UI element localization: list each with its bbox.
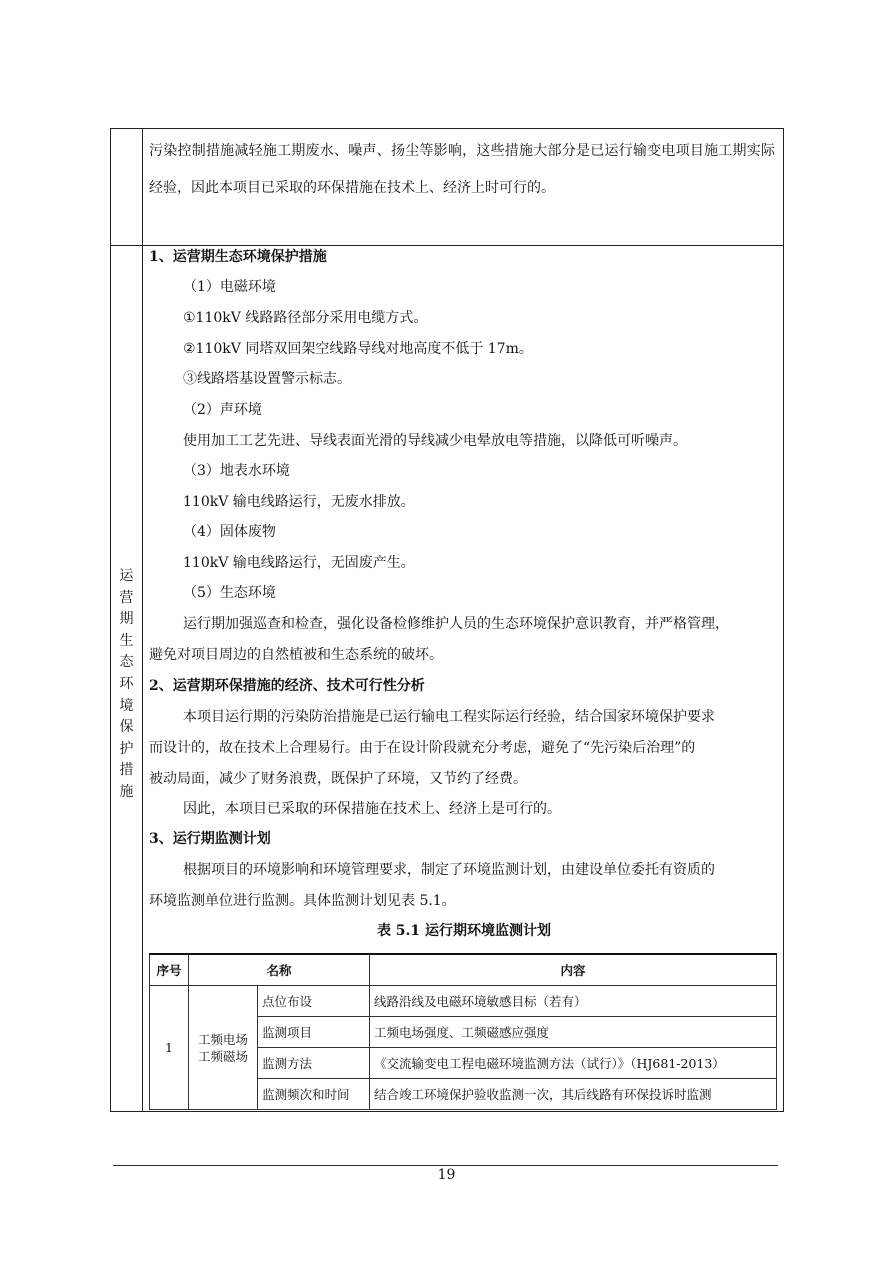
side-char: 态 <box>119 654 134 671</box>
column-divider <box>142 129 143 1111</box>
paragraph-line: 而设计的，故在技术上合理易行。由于在设计阶段就充分考虑，避免了“先污染后治理”的 <box>149 740 696 756</box>
side-char: 期 <box>119 611 134 628</box>
category-line: 工频磁场 <box>197 1048 248 1064</box>
paragraph-line: 根据项目的环境影响和环境管理要求，制定了环境监测计划，由建设单位委托有资质的 <box>183 862 715 878</box>
paragraph-line: ③线路塔基设置警示标志。 <box>183 371 351 387</box>
paragraph-line: ②110kV 同塔双回架空线路导线对地高度不低于 17m。 <box>183 341 533 357</box>
table-caption: 表 5.1 运行期环境监测计划 <box>376 923 552 939</box>
item-name: 点位布设 <box>258 986 370 1017</box>
subheading-electromagnetic: （1）电磁环境 <box>183 279 276 295</box>
subheading-solid-waste: （4）固体废物 <box>183 524 276 540</box>
side-char: 措 <box>119 762 134 779</box>
page-number: 19 <box>437 1167 456 1183</box>
subheading-acoustic: （2）声环境 <box>183 402 262 418</box>
main-table-frame <box>110 128 784 1112</box>
subheading-ecology: （5）生态环境 <box>183 585 276 601</box>
header-name: 名称 <box>189 954 370 986</box>
side-char: 施 <box>119 783 134 800</box>
section-heading-1: 1、运营期生态环境保护措施 <box>149 249 327 265</box>
paragraph-line: 运行期加强巡查和检查，强化设备检修维护人员的生态环境保护意识教育，并严格管理， <box>183 616 729 632</box>
header-no: 序号 <box>150 954 189 986</box>
item-name: 监测项目 <box>258 1017 370 1048</box>
section-heading-3: 3、运行期监测计划 <box>149 831 271 847</box>
item-content: 《交流输变电工程电磁环境监测方法（试行）》（HJ681-2013） <box>370 1048 777 1079</box>
item-content: 结合竣工环境保护验收监测一次，其后线路有环保投诉时监测 <box>370 1079 777 1110</box>
paragraph-line: 本项目运行期的污染防治措施是已运行输电工程实际运行经验，结合国家环境保护要求 <box>183 709 715 725</box>
item-name: 监测频次和时间 <box>258 1079 370 1110</box>
side-char: 护 <box>119 740 134 757</box>
monitor-category <box>189 986 258 1110</box>
paragraph-line: ①110kV 线路路径部分采用电缆方式。 <box>183 310 428 326</box>
side-char: 营 <box>119 589 134 606</box>
table-row <box>150 986 777 1017</box>
paragraph-line: 110kV 输电线路运行，无固废产生。 <box>183 555 415 571</box>
header-content: 内容 <box>370 954 777 986</box>
section-heading-2: 2、运营期环保措施的经济、技术可行性分析 <box>149 678 425 694</box>
operation-period-side-label <box>111 566 142 804</box>
paragraph-line: 避免对项目周边的自然植被和生态系统的破坏。 <box>149 647 443 663</box>
subheading-surface-water: （3）地表水环境 <box>183 463 290 479</box>
side-char: 生 <box>119 632 134 649</box>
table-header-row <box>150 954 777 986</box>
paragraph-line: 110kV 输电线路运行，无废水排放。 <box>183 494 415 510</box>
item-content: 工频电场强度、工频磁感应强度 <box>370 1017 777 1048</box>
footer-divider <box>113 1165 778 1166</box>
construction-conclusion-text: 污染控制措施减轻施工期废水、噪声、扬尘等影响，这些措施大部分是已运行输变电项目施工期实际经验，因此本项目已采取的环保措施在技术上、经济上时可行的。 <box>149 143 775 196</box>
paragraph-line: 因此，本项目已采取的环保措施在技术上、经济上是可行的。 <box>183 801 561 817</box>
paragraph-line: 环境监测单位进行监测。具体监测计划见表 5.1。 <box>149 893 456 909</box>
item-name: 监测方法 <box>258 1048 370 1079</box>
paragraph-line: 被动局面，减少了财务浪费，既保护了环境，又节约了经费。 <box>149 771 527 787</box>
item-content: 线路沿线及电磁环境敏感目标（若有） <box>370 986 777 1017</box>
row-number: 1 <box>150 986 189 1110</box>
monitoring-plan-table <box>149 953 777 1110</box>
side-char: 运 <box>119 568 134 584</box>
side-char: 环 <box>119 675 134 692</box>
paragraph-line: 使用加工工艺先进、导线表面光滑的导线减少电晕放电等措施，以降低可听噪声。 <box>183 433 687 449</box>
side-char: 境 <box>119 697 134 714</box>
row-divider <box>111 245 783 246</box>
category-line: 工频电场 <box>197 1031 248 1047</box>
side-char: 保 <box>119 719 134 736</box>
